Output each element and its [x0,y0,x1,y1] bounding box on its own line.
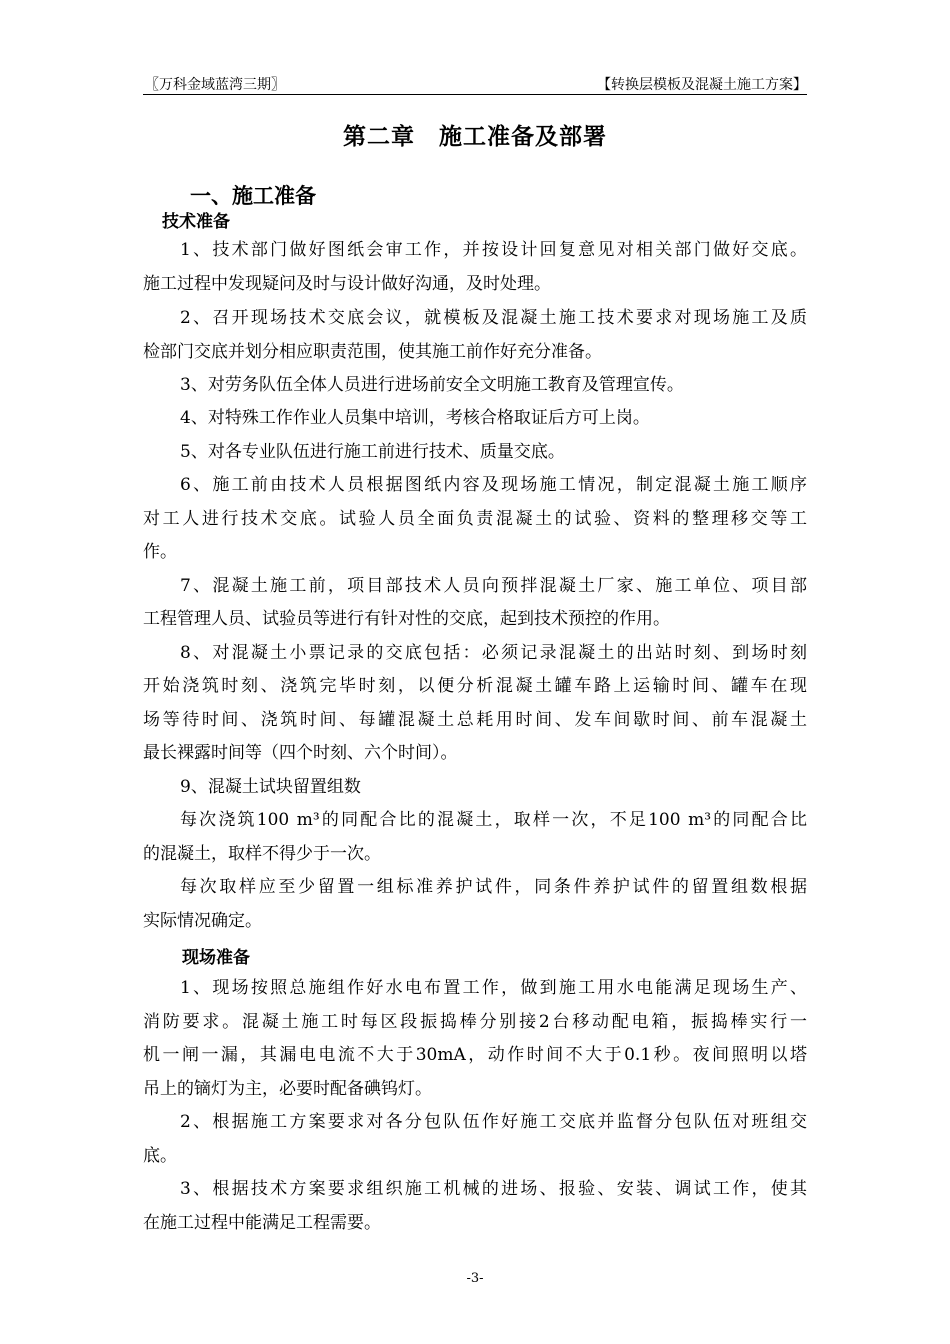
paragraph-line: 吊上的镝灯为主，必要时配备碘钨灯。 [143,1079,432,1099]
paragraph-line: 每次浇筑100 m³的同配合比的混凝土，取样一次，不足100 m³的同配合比 [180,810,807,830]
paragraph-line: 9、混凝土试块留置组数 [180,777,361,797]
paragraph-line: 机一闸一漏，其漏电电流不大于30mA，动作时间不大于0.1秒。夜间照明以塔 [143,1045,807,1065]
paragraph-line: 最长裸露时间等（四个时刻、六个时间）。 [143,743,458,763]
paragraph-line: 5、对各专业队伍进行施工前进行技术、质量交底。 [180,442,565,462]
paragraph-line: 作。 [143,542,177,562]
paragraph-line: 7、混凝土施工前，项目部技术人员向预拌混凝土厂家、施工单位、项目部 [180,576,807,596]
paragraph-line: 2、根据施工方案要求对各分包队伍作好施工交底并监督分包队伍对班组交 [180,1112,807,1132]
section-title: 一、施工准备 [190,184,316,208]
paragraph-line: 开始浇筑时刻、浇筑完毕时刻，以便分析混凝土罐车路上运输时间、罐车在现 [143,676,807,696]
paragraph-line: 每次取样应至少留置一组标准养护试件，同条件养护试件的留置组数根据 [180,877,807,897]
paragraph-line: 场等待时间、浇筑时间、每罐混凝土总耗用时间、发车间歇时间、前车混凝土 [143,710,807,730]
paragraph-line: 对工人进行技术交底。试验人员全面负责混凝土的试验、资料的整理移交等工 [143,509,807,529]
paragraph-line: 工程管理人员、试验员等进行有针对性的交底，起到技术预控的作用。 [143,609,670,629]
paragraph-line: 底。 [143,1146,177,1166]
paragraph-line: 3、对劳务队伍全体人员进行进场前安全文明施工教育及管理宣传。 [180,375,684,395]
paragraph-line: 8、对混凝土小票记录的交底包括：必须记录混凝土的出站时刻、到场时刻 [180,643,807,663]
paragraph-line: 4、对特殊工作作业人员集中培训，考核合格取证后方可上岗。 [180,408,650,428]
site-prep-heading: 现场准备 [182,948,250,968]
paragraph-line: 消防要求。混凝土施工时每区段振捣棒分别接2台移动配电箱，振捣棒实行一 [143,1012,807,1032]
chapter-title: 第二章 施工准备及部署 [343,124,607,150]
paragraph-line: 2、召开现场技术交底会议，就模板及混凝土施工技术要求对现场施工及质 [180,308,807,328]
paragraph-line: 1、技术部门做好图纸会审工作，并按设计回复意见对相关部门做好交底。 [180,240,807,260]
page-number: -3- [466,1271,484,1286]
paragraph-line: 6、施工前由技术人员根据图纸内容及现场施工情况，制定混凝土施工顺序 [180,475,807,495]
paragraph-line: 施工过程中发现疑问及时与设计做好沟通，及时处理。 [143,274,551,294]
paragraph-line: 1、现场按照总施组作好水电布置工作，做到施工用水电能满足现场生产、 [180,978,807,998]
paragraph-line: 3、根据技术方案要求组织施工机械的进场、报验、安装、调试工作，使其 [180,1179,807,1199]
paragraph-line: 实际情况确定。 [143,911,262,931]
paragraph-line: 在施工过程中能满足工程需要。 [143,1213,381,1233]
paragraph-line: 的混凝土，取样不得少于一次。 [143,844,381,864]
page-header [143,70,807,95]
paragraph-line: 检部门交底并划分相应职责范围，使其施工前作好充分准备。 [143,342,602,362]
tech-prep-heading: 技术准备 [162,212,230,232]
header-document-title: 【转换层模板及混凝土施工方案】 [597,77,807,93]
header-project-name: 〖万科金域蓝湾三期〗 [145,77,285,93]
